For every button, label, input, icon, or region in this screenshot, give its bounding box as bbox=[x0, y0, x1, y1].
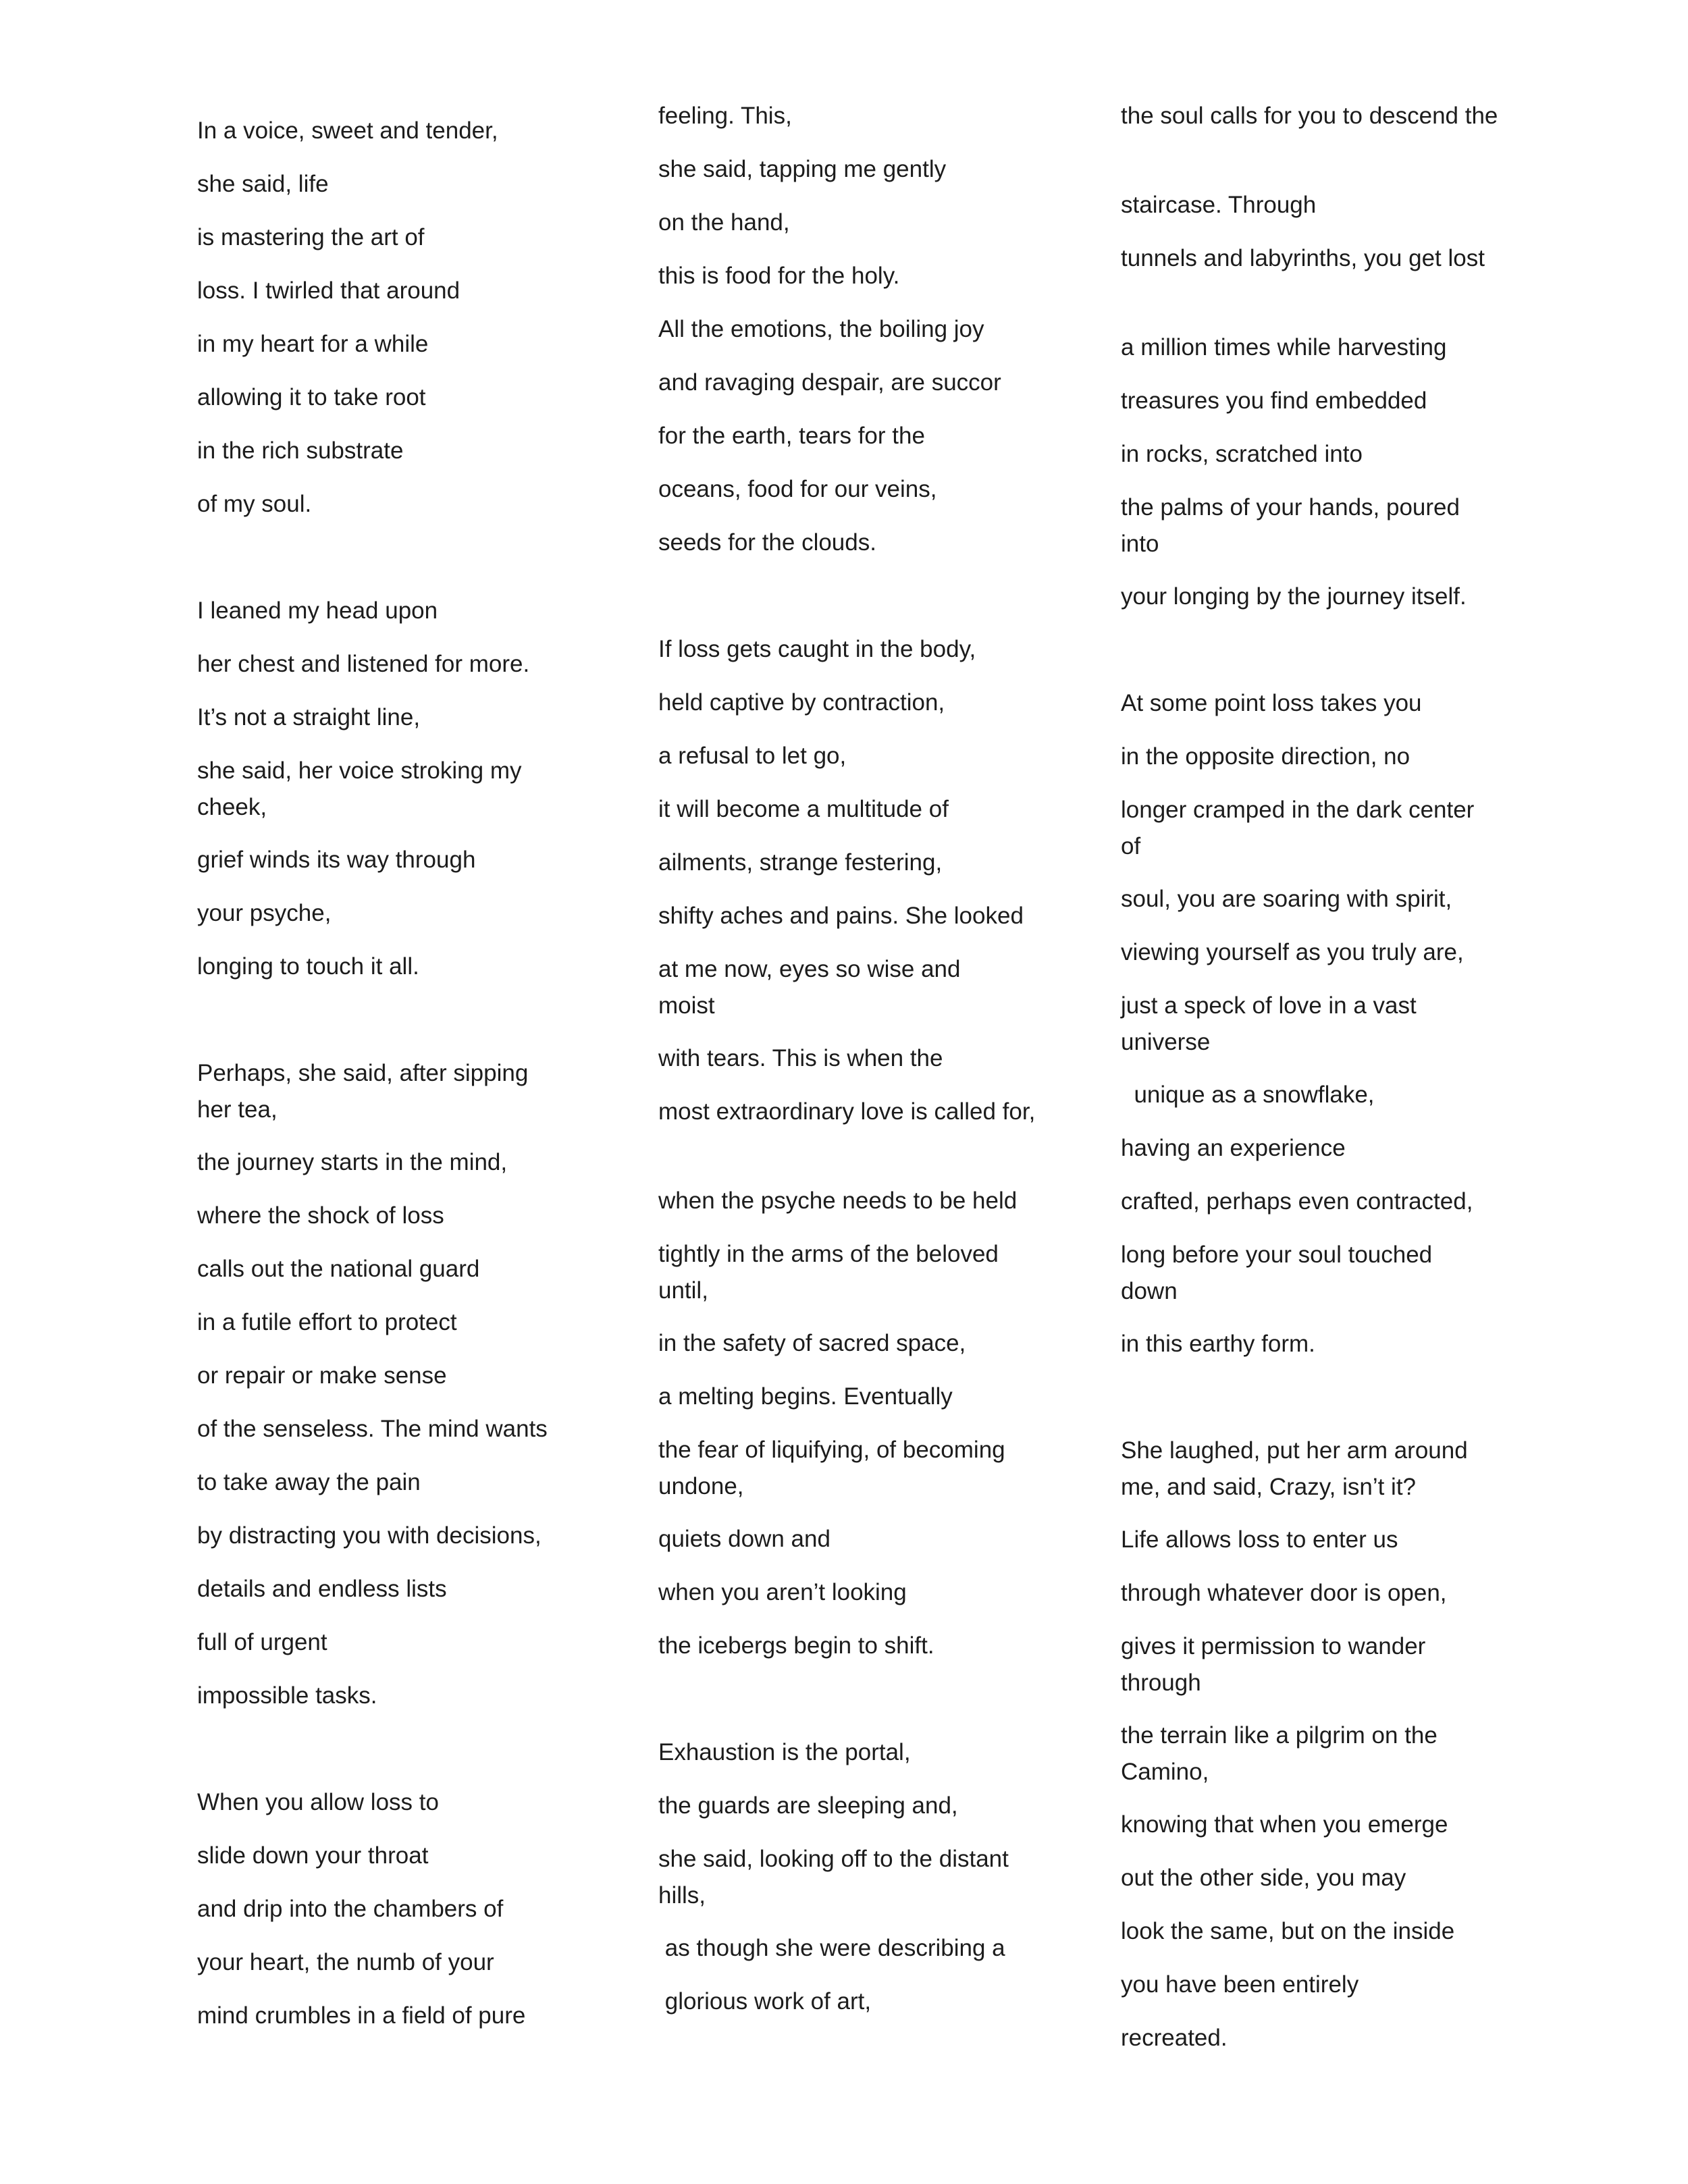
poem-line: your heart, the numb of your bbox=[197, 1949, 494, 1975]
poem-line: in rocks, scratched into bbox=[1121, 441, 1363, 467]
poem-line: in the opposite direction, no bbox=[1121, 743, 1410, 770]
poem-line: by distracting you with decisions, bbox=[197, 1522, 542, 1549]
poem-line: with tears. This is when the bbox=[658, 1045, 943, 1071]
poem-line: Life allows loss to enter us bbox=[1121, 1526, 1398, 1553]
poem-line: for the earth, tears for the bbox=[658, 423, 925, 449]
poem-line: through whatever door is open, bbox=[1121, 1580, 1447, 1606]
poem-line: I leaned my head upon bbox=[197, 597, 438, 624]
poem-line: at me now, eyes so wise and moist bbox=[658, 956, 961, 1019]
poem-line: a million times while harvesting bbox=[1121, 334, 1447, 361]
poem-line: knowing that when you emerge bbox=[1121, 1811, 1448, 1838]
poem-line: held captive by contraction, bbox=[658, 689, 945, 716]
poem-line: and drip into the chambers of bbox=[197, 1896, 504, 1922]
poem-line: If loss gets caught in the body, bbox=[658, 636, 976, 662]
poem-line: viewing yourself as you truly are, bbox=[1121, 939, 1464, 965]
poem-line: When you allow loss to bbox=[197, 1789, 439, 1815]
poem-line: the icebergs begin to shift. bbox=[658, 1632, 934, 1659]
poem-line: she said, life bbox=[197, 171, 329, 197]
poem-line: is mastering the art of bbox=[197, 224, 425, 250]
poem-line: the guards are sleeping and, bbox=[658, 1792, 958, 1819]
poem-line: where the shock of loss bbox=[197, 1202, 444, 1229]
poem-line: gives it permission to wander through bbox=[1121, 1633, 1426, 1696]
poem-line: on the hand, bbox=[658, 209, 790, 236]
poem-line: full of urgent bbox=[197, 1629, 327, 1655]
poem-line: loss. I twirled that around bbox=[197, 277, 460, 304]
poem-line: you have been entirely bbox=[1121, 1971, 1359, 1998]
poem-line: impossible tasks. bbox=[197, 1682, 377, 1709]
poem-line: in my heart for a while bbox=[197, 331, 429, 357]
poem-line: oceans, food for our veins, bbox=[658, 476, 937, 502]
poem-line: She laughed, put her arm around me, and said, Crazy, isn’t it? bbox=[1121, 1437, 1468, 1500]
poem-line: of my soul. bbox=[197, 491, 312, 517]
poem-line: in this earthy form. bbox=[1121, 1331, 1315, 1357]
poem-line: soul, you are soaring with spirit, bbox=[1121, 886, 1452, 912]
poem-line: look the same, but on the inside bbox=[1121, 1918, 1455, 1944]
poem-line: In a voice, sweet and tender, bbox=[197, 117, 498, 144]
poem-line: tunnels and labyrinths, you get lost bbox=[1121, 245, 1485, 271]
poem-line: she said, looking off to the distant hills, bbox=[658, 1846, 1009, 1909]
poem-line: your psyche, bbox=[197, 900, 332, 926]
poem-line: recreated. bbox=[1121, 2025, 1228, 2051]
poem-line: the fear of liquifying, of becoming undone, bbox=[658, 1437, 1005, 1499]
poem-line: mind crumbles in a field of pure bbox=[197, 2002, 526, 2029]
poem-line: the journey starts in the mind, bbox=[197, 1149, 508, 1175]
poem-line: unique as a snowflake, bbox=[1121, 1082, 1375, 1108]
poem-line: quiets down and bbox=[658, 1526, 830, 1552]
poem-line: she said, tapping me gently bbox=[658, 156, 947, 182]
poem-line: crafted, perhaps even contracted, bbox=[1121, 1188, 1473, 1215]
poem-line: a melting begins. Eventually bbox=[658, 1383, 953, 1410]
poem-line: this is food for the holy. bbox=[658, 263, 900, 289]
poem-line: her chest and listened for more. bbox=[197, 651, 530, 677]
poem-line: a refusal to let go, bbox=[658, 743, 847, 769]
poem-line: grief winds its way through bbox=[197, 847, 476, 873]
poem-line: the palms of your hands, poured into bbox=[1121, 494, 1460, 557]
poem-line: the terrain like a pilgrim on the Camino, bbox=[1121, 1722, 1438, 1785]
poem-line: feeling. This, bbox=[658, 103, 792, 129]
poem-line: ailments, strange festering, bbox=[658, 849, 943, 876]
poem-line: in a futile effort to protect bbox=[197, 1309, 457, 1335]
poem-line: shifty aches and pains. She looked bbox=[658, 903, 1024, 929]
poem-line: most extraordinary love is called for, bbox=[658, 1098, 1036, 1125]
poem-line: calls out the national guard bbox=[197, 1256, 480, 1282]
poem-line: longer cramped in the dark center of bbox=[1121, 797, 1475, 859]
poem-line: seeds for the clouds. bbox=[658, 529, 876, 556]
poem-line: Exhaustion is the portal, bbox=[658, 1739, 911, 1765]
poem-line: long before your soul touched down bbox=[1121, 1242, 1433, 1304]
poem-line: At some point loss takes you bbox=[1121, 690, 1422, 716]
poem-line: when the psyche needs to be held bbox=[658, 1188, 1018, 1214]
poem-line: your longing by the journey itself. bbox=[1121, 583, 1467, 610]
poem-line: just a speck of love in a vast universe bbox=[1121, 992, 1417, 1055]
poem-line: to take away the pain bbox=[197, 1469, 421, 1495]
poem-line: in the rich substrate bbox=[197, 437, 404, 464]
poem-line: treasures you find embedded bbox=[1121, 388, 1427, 414]
poem-line: it will become a multitude of bbox=[658, 796, 949, 822]
poem-line: It’s not a straight line, bbox=[197, 704, 421, 730]
poem-line: she said, her voice stroking my cheek, bbox=[197, 757, 522, 820]
poem-line: as though she were describing a bbox=[658, 1935, 1005, 1961]
poem-line: having an experience bbox=[1121, 1135, 1346, 1161]
poem-line: in the safety of sacred space, bbox=[658, 1330, 966, 1356]
poem-line: and ravaging despair, are succor bbox=[658, 369, 1001, 396]
poem-line: Perhaps, she said, after sipping her tea, bbox=[197, 1060, 529, 1123]
poem-line: glorious work of art, bbox=[658, 1988, 872, 2015]
poem-line: allowing it to take root bbox=[197, 384, 426, 410]
poem-line: or repair or make sense bbox=[197, 1362, 447, 1389]
poem-line: tightly in the arms of the beloved until, bbox=[658, 1241, 999, 1304]
poem-line: slide down your throat bbox=[197, 1842, 429, 1869]
poem-line: out the other side, you may bbox=[1121, 1865, 1406, 1891]
poem-line: staircase. Through bbox=[1121, 192, 1317, 218]
poem-line: details and endless lists bbox=[197, 1576, 447, 1602]
poem-line: when you aren’t looking bbox=[658, 1579, 907, 1605]
poem-line: longing to touch it all. bbox=[197, 953, 419, 980]
poem-line: of the senseless. The mind wants bbox=[197, 1416, 548, 1442]
poem-line: the soul calls for you to descend the bbox=[1121, 103, 1498, 129]
poem-line: All the emotions, the boiling joy bbox=[658, 316, 984, 342]
